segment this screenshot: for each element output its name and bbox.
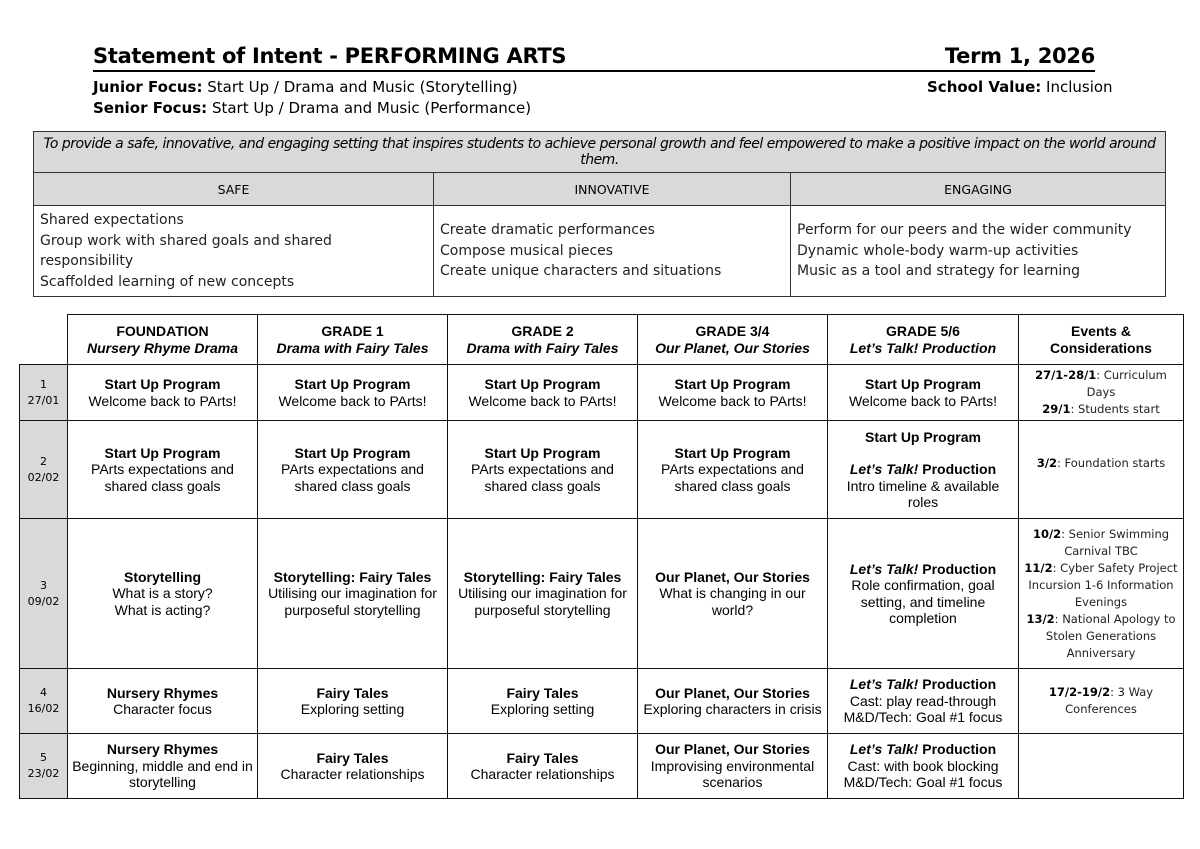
plan-cell: Nursery Rhymes Character focus (68, 669, 258, 734)
plan-cell: Start Up Program PArts expectations and shared class goals (258, 421, 448, 519)
senior-focus-label: Senior Focus: (93, 99, 208, 117)
column-header-foundation: FOUNDATION Nursery Rhyme Drama (68, 315, 258, 365)
week-label: 3 09/02 (20, 519, 68, 669)
plan-cell: Start Up Program PArts expectations and shared class goals (448, 421, 638, 519)
table-row (20, 421, 1184, 519)
list-item: Compose musical pieces (440, 242, 614, 259)
plan-cell: Start Up Program Let’s Talk! Production Intro timeline & available roles (828, 421, 1019, 519)
school-value-label: School Value: (927, 78, 1042, 96)
junior-focus (93, 78, 518, 96)
plan-cell: Start Up Program Welcome back to PArts! (258, 365, 448, 421)
term-label: Term 1, 2026 (944, 44, 1095, 68)
events-cell: 27/1-28/1: Curriculum Days 29/1: Students start (1019, 365, 1184, 421)
plan-cell: Our Planet, Our Stories Improvising environmental scenarios (638, 734, 828, 799)
plan-cell: Start Up Program PArts expectations and shared class goals (68, 421, 258, 519)
column-header-grade-5-6: GRADE 5/6 Let’s Talk! Production (828, 315, 1019, 365)
title-row (93, 44, 1095, 72)
column-header-grade-1: GRADE 1 Drama with Fairy Tales (258, 315, 448, 365)
plan-cell: Start Up Program Welcome back to PArts! (68, 365, 258, 421)
plan-cell: Start Up Program Welcome back to PArts! (448, 365, 638, 421)
plan-cell: Fairy Tales Exploring setting (258, 669, 448, 734)
events-cell: 17/2-19/2: 3 Way Conferences (1019, 669, 1184, 734)
plan-cell: Let’s Talk! Production Cast: with book blocking M&D/Tech: Goal #1 focus (828, 734, 1019, 799)
senior-focus-value: Start Up / Drama and Music (Performance) (211, 99, 532, 117)
pillar-innovative-list (434, 206, 791, 297)
senior-focus (93, 99, 531, 117)
weekly-plan-table (19, 314, 1184, 799)
plan-cell: Fairy Tales Character relationships (258, 734, 448, 799)
plan-cell: Our Planet, Our Stories Exploring characters in crisis (638, 669, 828, 734)
table-row (20, 669, 1184, 734)
list-item: Create dramatic performances (440, 222, 655, 239)
column-header-grade-2: GRADE 2 Drama with Fairy Tales (448, 315, 638, 365)
plan-cell: Fairy Tales Exploring setting (448, 669, 638, 734)
list-item: Shared expectations (40, 212, 184, 228)
school-value (927, 78, 1113, 96)
plan-header-row (20, 315, 1184, 365)
pillar-safe-header: SAFE (34, 173, 434, 206)
table-row (20, 365, 1184, 421)
plan-cell: Our Planet, Our Stories What is changing in our world? (638, 519, 828, 669)
week-label: 4 16/02 (20, 669, 68, 734)
plan-cell: Fairy Tales Character relationships (448, 734, 638, 799)
table-row (20, 519, 1184, 669)
list-item: Dynamic whole-body warm-up activities (797, 242, 1079, 259)
list-item: Group work with shared goals and shared responsibility (40, 232, 332, 269)
events-cell: 3/2: Foundation starts (1019, 421, 1184, 519)
pillar-engaging-list (791, 206, 1166, 297)
events-cell: 10/2: Senior Swimming Carnival TBC 11/2: Cyber Safety Project Incursion 1-6 Information Evenings 13/2: National Apology to Stolen Generations Anniversary (1019, 519, 1184, 669)
week-label: 1 27/01 (20, 365, 68, 421)
list-item: Music as a tool and strategy for learning (797, 263, 1081, 280)
column-header-grade-3-4: GRADE 3/4 Our Planet, Our Stories (638, 315, 828, 365)
plan-cell: Storytelling What is a story? What is acting? (68, 519, 258, 669)
document-title: Statement of Intent - PERFORMING ARTS (93, 44, 567, 68)
week-label: 2 02/02 (20, 421, 68, 519)
school-value-value: Inclusion (1046, 78, 1113, 96)
column-header-events: Events & Considerations (1019, 315, 1184, 365)
pillar-engaging-header: ENGAGING (791, 173, 1166, 206)
plan-cell: Storytelling: Fairy Tales Utilising our imagination for purposeful storytelling (448, 519, 638, 669)
plan-cell: Start Up Program PArts expectations and shared class goals (638, 421, 828, 519)
pillar-safe-list (34, 206, 434, 297)
plan-cell: Let’s Talk! Production Cast: play read-through M&D/Tech: Goal #1 focus (828, 669, 1019, 734)
mission-statement: To provide a safe, innovative, and engaging setting that inspires students to achieve personal growth and feel empowered to make a positive impact on the world around them. (34, 132, 1166, 173)
list-item: Scaffolded learning of new concepts (40, 273, 295, 290)
plan-cell: Start Up Program Welcome back to PArts! (638, 365, 828, 421)
plan-cell: Storytelling: Fairy Tales Utilising our imagination for purposeful storytelling (258, 519, 448, 669)
events-cell (1019, 734, 1184, 799)
pillar-innovative-header: INNOVATIVE (434, 173, 791, 206)
list-item: Create unique characters and situations (440, 263, 722, 280)
week-label: 5 23/02 (20, 734, 68, 799)
plan-cell: Start Up Program Welcome back to PArts! (828, 365, 1019, 421)
table-row (20, 734, 1184, 799)
junior-focus-value: Start Up / Drama and Music (Storytelling) (207, 78, 518, 96)
junior-focus-label: Junior Focus: (93, 78, 203, 96)
intent-table (33, 131, 1166, 297)
plan-cell: Nursery Rhymes Beginning, middle and end in storytelling (68, 734, 258, 799)
plan-cell: Let’s Talk! Production Role confirmation, goal setting, and timeline completion (828, 519, 1019, 669)
list-item: Perform for our peers and the wider community (797, 222, 1132, 239)
corner-cell (20, 315, 68, 365)
